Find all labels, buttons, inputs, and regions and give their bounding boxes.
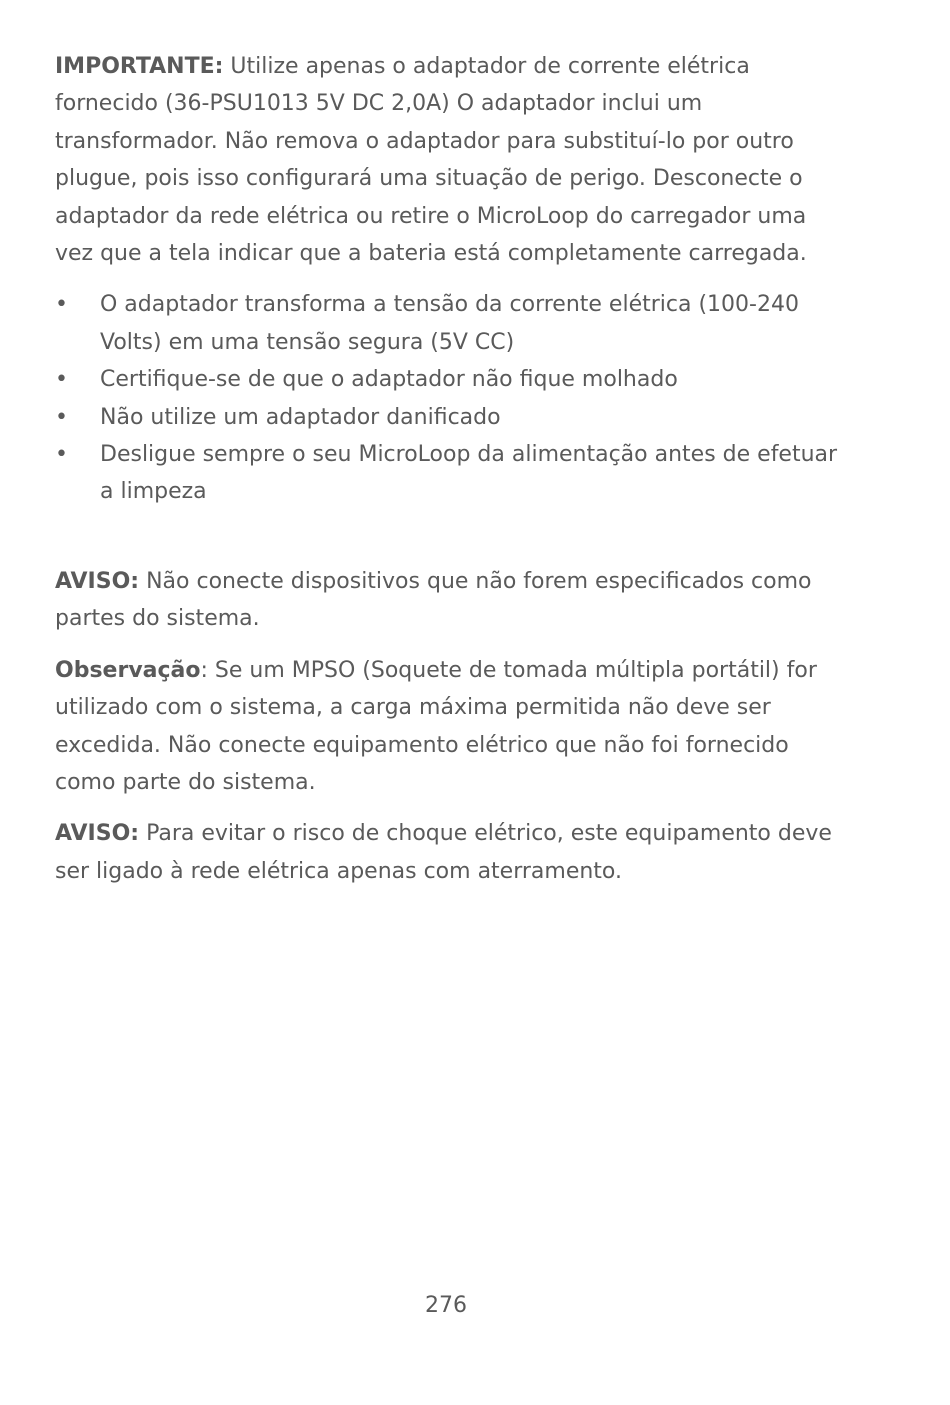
observacao-text: : Se um MPSO (Soquete de tomada múltipla portátil) for utilizado com o sistema, a carga máxima permitida não deve ser excedida. Não conecte equipamento elétrico que não foi fornecido como parte do sistema. bbox=[55, 657, 817, 795]
bullet-text: O adaptador transforma a tensão da corrente elétrica (100-240 Volts) em uma tensão segura (5V CC) bbox=[100, 292, 799, 355]
aviso-paragraph-2 bbox=[55, 815, 845, 890]
important-text: Utilize apenas o adaptador de corrente elétrica fornecido (36-PSU1013 5V DC 2,0A) O adaptador inclui um transformador. Não remova o adaptador para substituí-lo por outro plugue, pois isso configurará uma situação de perigo. Desconecte o adaptador da rede elétrica ou retire o MicroLoop do carregador uma vez que a tela indicar que a bateria está completamente carregada. bbox=[55, 54, 807, 267]
aviso-label-2: AVISO: bbox=[55, 821, 140, 847]
aviso-text-2: Para evitar o risco de choque elétrico, este equipamento deve ser ligado à rede elétrica apenas com aterramento. bbox=[55, 821, 832, 884]
important-label: IMPORTANTE: bbox=[55, 54, 224, 79]
list-item bbox=[55, 436, 845, 511]
aviso-text-1: Não conecte dispositivos que não forem especificados como partes do sistema. bbox=[55, 568, 812, 632]
page-number: 276 bbox=[425, 1293, 467, 1318]
list-item bbox=[55, 286, 845, 361]
important-paragraph bbox=[55, 48, 845, 272]
list-item bbox=[55, 399, 845, 436]
list-item bbox=[55, 361, 845, 398]
observacao-paragraph bbox=[55, 652, 845, 802]
aviso-label-1: AVISO: bbox=[55, 568, 140, 594]
aviso-paragraph-1 bbox=[55, 563, 845, 638]
bullet-icon: • bbox=[55, 442, 68, 468]
bullet-icon: • bbox=[55, 292, 68, 318]
bullet-text: Certifique-se de que o adaptador não fique molhado bbox=[100, 367, 678, 393]
bullet-text: Desligue sempre o seu MicroLoop da alimentação antes de efetuar a limpeza bbox=[100, 442, 838, 505]
observacao-label: Observação bbox=[55, 657, 201, 683]
bullet-icon: • bbox=[55, 404, 68, 430]
bullet-icon: • bbox=[55, 367, 68, 393]
bullet-text: Não utilize um adaptador danificado bbox=[100, 404, 501, 430]
page-content bbox=[55, 48, 845, 890]
bullet-list bbox=[55, 286, 845, 510]
